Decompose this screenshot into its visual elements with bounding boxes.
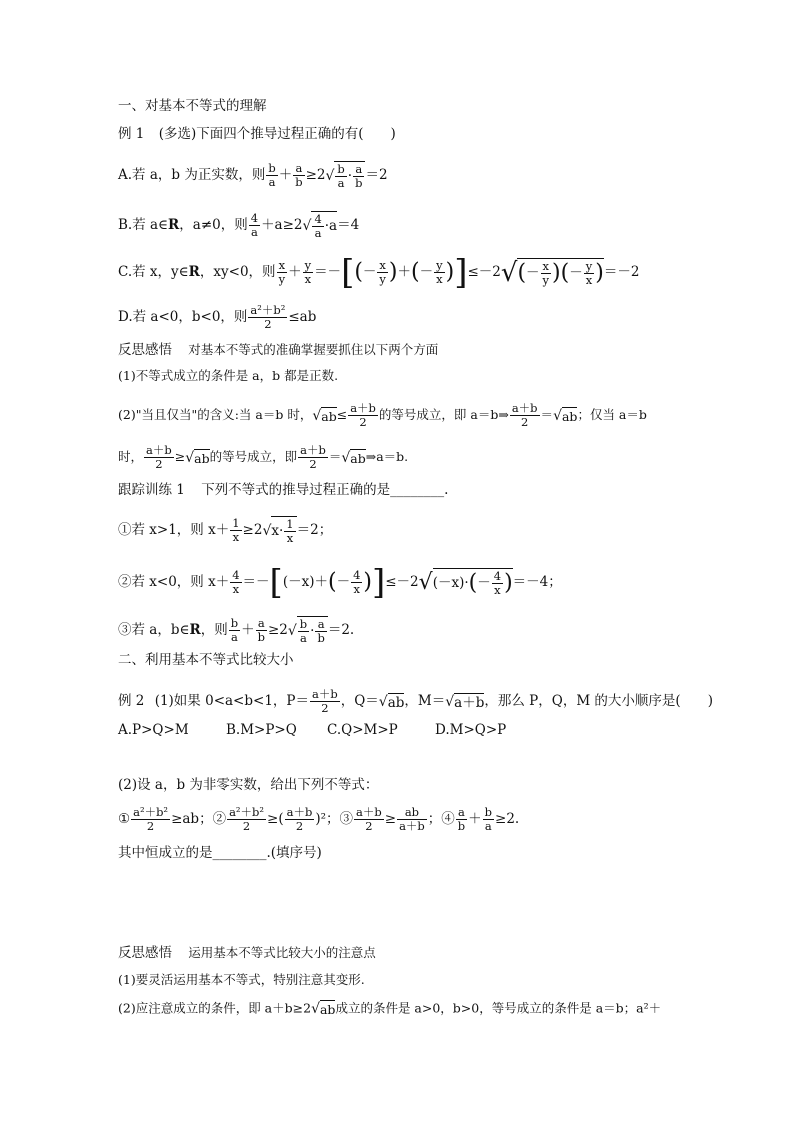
reflect1-point2: (2)"当且仅当"的含义:当 a＝b 时，√ab≤ $\frac{a+b}{2}$ 的等号成立，即 a＝b⇒ $\frac{a+b}{2}$ ＝√ab；仅当 a＝b [118, 401, 647, 429]
point2b: 的等号成立，即 a＝b⇒ [378, 407, 509, 422]
reflect1-text: 对基本不等式的准确掌握要抓住以下两个方面 [188, 342, 439, 357]
example2-d: ，那么 P，Q，M 的大小顺序是( ) [484, 693, 713, 709]
track1-item1: ①若 x>1，则 x＋ $\frac{1}{x}$ ≥2√x· $\frac{1}{x}$ ＝2； [118, 516, 333, 545]
sqrt: √ $\frac{4}{a}$ ·a [302, 212, 338, 240]
t2-pre: ②若 x<0，则 x＋ [118, 574, 230, 590]
option-a-text: A.若 a，b 为正实数，则 [118, 167, 266, 183]
track1-label: 跟踪训练 1 [118, 482, 185, 498]
frac: $\frac{a}{b}$ [295, 161, 303, 189]
track1-text: 下列不等式的推导过程正确的是________. [201, 482, 449, 498]
reflect2-point2: (2)应注意成立的条件，即 a＋b≥2√ab成立的条件是 a>0，b>0，等号成立的条件是 a＝b；a²＋ [118, 1000, 662, 1017]
example2-inequalities: ① $\frac{\text{a²＋b²}}{2}$ ≥ab；② $\frac{\text{a²＋b²}}{2}$ ≥( $\frac{a+b}{2}$ )²；③ $\frac{a+b}{2}$ ≥ $\frac{ab}{a+b}$ ；④ $\frac{a}{b}$ ＋ $\frac{b}{a}$ ≥2. [118, 805, 520, 833]
example1-prefix: 例 1 [118, 126, 145, 142]
t1-pre: ①若 x>1，则 x＋ [118, 522, 230, 538]
reflect1-point2-cont: 时， $\frac{a+b}{2}$ ≥√ab的等号成立，即 $\frac{a+b}{2}$ ＝√ab⇒a＝b. [118, 443, 409, 471]
t3-pre: ③若 a，b∈ [118, 622, 190, 638]
reflect1-point1: (1)不等式成立的条件是 a，b 都是正数. [118, 368, 339, 383]
point2d: 时， [118, 449, 144, 464]
reflect1-label: 反思感悟 [118, 342, 172, 358]
frac: $\frac{4}{a}$ [250, 211, 259, 239]
reflect2 [118, 945, 376, 961]
option-b: B.若 a∈R，a≠0，则 $\frac{4}{a}$ ＋a≥2√ $\frac{4}{a}$ ·a＝4 [118, 211, 360, 240]
frac: $\frac{b}{a}$ [268, 161, 276, 189]
sqrt: √ $\frac{b}{a}$ · $\frac{a}{b}$ [325, 161, 365, 190]
example2-answer: 其中恒成立的是________.(填序号) [118, 845, 322, 861]
track1-item2: ②若 x<0，则 x＋ $\frac{4}{x}$ ＝－[(－x)＋(－ $\frac{4}{x}$ )]≤－2√(－x)·(－ $\frac{4}{x}$ )＝－4； [118, 562, 562, 603]
reflect1 [118, 342, 438, 358]
set-r: R [188, 264, 200, 280]
choice-b: B.M>P>Q [226, 722, 297, 738]
reflect2-label: 反思感悟 [118, 945, 172, 961]
example2-prefix: 例 2 [118, 693, 145, 709]
choice-c: C.Q>M>P [327, 722, 398, 738]
example2-b: ，Q＝ [340, 693, 379, 709]
point2f: ⇒a＝b. [365, 449, 409, 464]
point2e: 的等号成立，即 [209, 449, 298, 464]
reflect2-point2b: 成立的条件是 a>0，b>0，等号成立的条件是 a＝b；a²＋ [335, 1000, 662, 1016]
track1-item3: ③若 a，b∈R，则 $\frac{b}{a}$ ＋ $\frac{a}{b}$ ≥2√ $\frac{b}{a}$ · $\frac{a}{b}$ ＝2. [118, 616, 355, 645]
example2: 例 2 (1)如果 0<a<b<1，P＝ $\frac{a+b}{2}$ ，Q＝√ab，M＝√a＋b，那么 P，Q，M 的大小顺序是( ) [118, 687, 713, 715]
point2a: (2)"当且仅当"的含义:当 a＝b 时， [118, 407, 313, 422]
option-c: C.若 x，y∈R，xy<0，则 $\frac{x}{y}$ ＋ $\frac{y}{x}$ ＝－[(－ $\frac{x}{y}$ )＋(－ $\frac{y}{x}$ )]≤－2√(－ $\frac{x}{y}$ )(－ $\frac{y}{x}$ )＝－2 [118, 252, 640, 293]
section2-heading: 二、利用基本不等式比较大小 [118, 652, 294, 668]
set-r: R [168, 217, 180, 233]
example2-a: (1)如果 0<a<b<1，P＝ [154, 693, 309, 709]
example2-choices [118, 722, 506, 738]
reflect2-point1: (1)要灵活运用基本不等式，特别注意其变形. [118, 972, 365, 987]
reflect2-text: 运用基本不等式比较大小的注意点 [188, 945, 376, 960]
set-r: R [189, 622, 201, 638]
option-a: A.若 a，b 为正实数，则 $\frac{b}{a}$ ＋ $\frac{a}{b}$ ≥2√ $\frac{b}{a}$ · $\frac{a}{b}$ ＝2 [118, 161, 388, 190]
option-d-text: D.若 a<0，b<0，则 [118, 309, 248, 325]
choice-a: A.P>Q>M [118, 722, 189, 738]
option-c-mid: ，xy<0，则 [199, 264, 276, 280]
section1-heading: 一、对基本不等式的理解 [118, 98, 267, 114]
option-b-text: B.若 a∈ [118, 217, 169, 233]
example2-part2: (2)设 a，b 为非零实数，给出下列不等式： [118, 777, 379, 793]
option-c-text: C.若 x，y∈ [118, 264, 189, 280]
example1 [118, 126, 396, 142]
t3-mid: ，则 [200, 622, 228, 638]
track1 [118, 482, 448, 498]
option-b-mid: ，a≠0，则 [179, 217, 248, 233]
example1-text: (多选)下面四个推导过程正确的有( ) [158, 126, 396, 142]
option-d: D.若 a<0，b<0，则 $\frac{\text{a²＋b²}}{2}$ ≤ab [118, 303, 317, 331]
example2-c: ，M＝ [404, 693, 446, 709]
point2c: ；仅当 a＝b [577, 407, 647, 422]
choice-d: D.M>Q>P [435, 722, 507, 738]
reflect2-point2a: (2)应注意成立的条件，即 a＋b≥2 [118, 1000, 312, 1016]
